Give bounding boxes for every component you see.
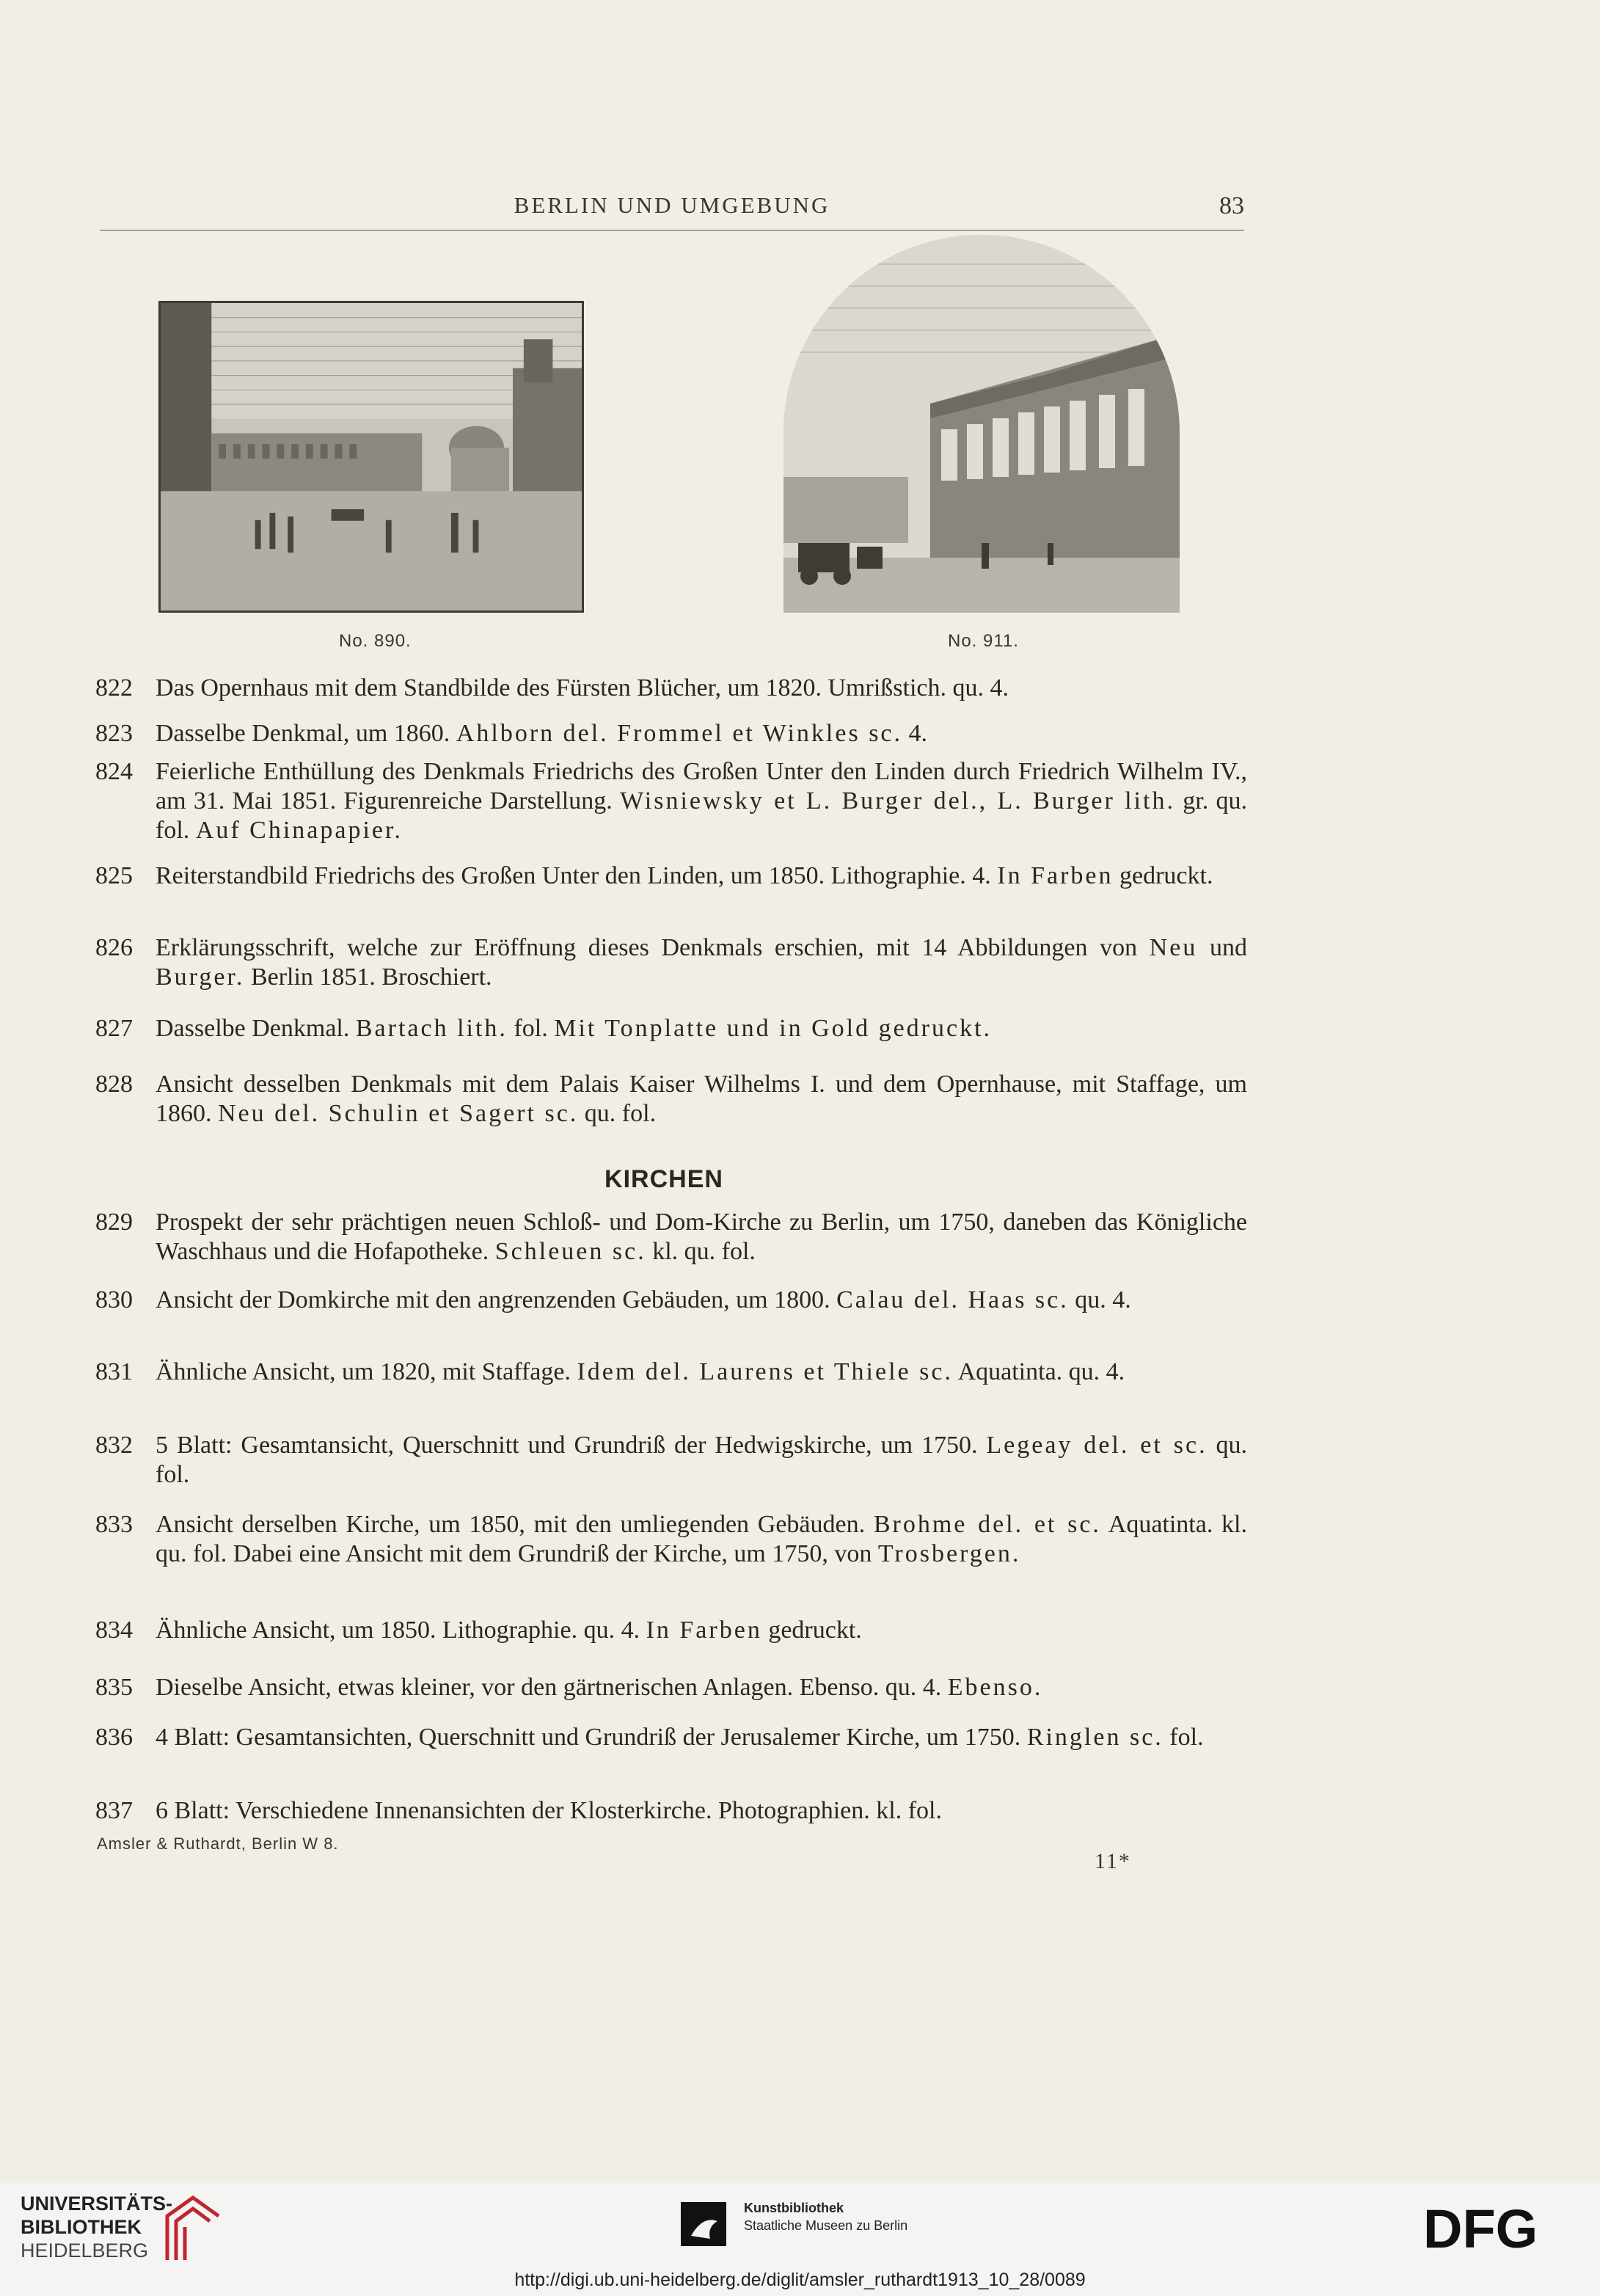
entry-824 [95, 757, 1247, 845]
entry-826 [95, 933, 1247, 992]
caption-no-890: No. 890. [339, 631, 412, 651]
entry-number: 833 [95, 1511, 133, 1538]
entry-825 [95, 861, 1247, 891]
kunstbibliothek-logo-icon [681, 2202, 726, 2246]
running-head [100, 192, 1244, 229]
entry-text: Ansicht desselben Denkmals mit dem Palais Kaiser Wilhelms I. und dem Opernhause, mit Staffage, um 1860. Neu del. Schulin et Sagert sc. qu. fol. [156, 1071, 1247, 1127]
ub-logo-line-3: HEIDELBERG [21, 2239, 149, 2262]
svg-text:DFG: DFG [1423, 2204, 1538, 2252]
entry-number: 822 [95, 674, 133, 701]
illustration-no-911 [783, 235, 1180, 613]
entry-number: 831 [95, 1358, 133, 1385]
entry-number: 836 [95, 1724, 133, 1751]
entry-text: 6 Blatt: Verschiedene Innenansichten der Klosterkirche. Photographien. kl. fol. [156, 1797, 942, 1824]
publisher-imprint: Amsler & Ruthardt, Berlin W 8. [97, 1834, 339, 1853]
entry-text: Erklärungsschrift, welche zur Eröffnung dieses Denkmals erschien, mit 14 Abbildungen von Neu und Burger. Berlin 1851. Broschiert. [156, 934, 1247, 991]
ub-logo-line-1: UNIVERSITÄTS- [21, 2193, 173, 2215]
entry-text: 5 Blatt: Gesamtansicht, Querschnitt und Grundriß der Hedwigskirche, um 1750. Legeay del. et sc. qu. fol. [156, 1432, 1247, 1488]
running-title: BERLIN UND UMGEBUNG [514, 192, 830, 218]
entry-831 [95, 1357, 1247, 1387]
header-rule [100, 230, 1244, 231]
entry-text: Reiterstandbild Friedrichs des Großen Unter den Linden, um 1850. Lithographie. 4. In Farben gedruckt. [156, 862, 1213, 889]
dfg-logo[interactable] [1423, 2204, 1579, 2252]
entry-number: 825 [95, 862, 133, 889]
entry-830 [95, 1286, 1247, 1315]
section-heading-kirchen: KIRCHEN [604, 1165, 723, 1193]
entry-837 [95, 1796, 1247, 1826]
entry-text: 4 Blatt: Gesamtansichten, Querschnitt und Grundriß der Jerusalemer Kirche, um 1750. Ringlen sc. fol. [156, 1724, 1204, 1751]
ub-emblem-icon [160, 2190, 223, 2264]
entry-text: Ähnliche Ansicht, um 1820, mit Staffage. Idem del. Laurens et Thiele sc. Aquatinta. qu. 4. [156, 1358, 1125, 1385]
ub-logo-line-2: BIBLIOTHEK [21, 2216, 142, 2238]
kunstbibliothek-subtitle: Staatliche Museen zu Berlin [744, 2218, 908, 2233]
entry-number: 823 [95, 720, 133, 747]
entry-835 [95, 1673, 1247, 1702]
digitization-footer [0, 2183, 1600, 2296]
entry-text: Dieselbe Ansicht, etwas kleiner, vor den gärtnerischen Anlagen. Ebenso. qu. 4. Ebenso. [156, 1674, 1043, 1701]
entry-833 [95, 1510, 1247, 1569]
kunstbibliothek-label[interactable] [744, 2199, 907, 2234]
ub-heidelberg-logo[interactable] [21, 2192, 172, 2262]
entry-text: Ähnliche Ansicht, um 1850. Lithographie. qu. 4. In Farben gedruckt. [156, 1617, 862, 1644]
illustration-no-890 [158, 301, 584, 613]
entry-number: 829 [95, 1209, 133, 1236]
entry-number: 834 [95, 1617, 133, 1644]
entry-number: 832 [95, 1432, 133, 1459]
entry-836 [95, 1723, 1247, 1752]
entry-number: 827 [95, 1015, 133, 1042]
entry-text: Ansicht derselben Kirche, um 1850, mit den umliegenden Gebäuden. Brohme del. et sc. Aquatinta. kl. qu. fol. Dabei eine Ansicht mit dem Grundriß der Kirche, um 1750, von Trosbergen. [156, 1511, 1248, 1567]
entry-834 [95, 1616, 1247, 1645]
entry-832 [95, 1431, 1247, 1490]
entry-number: 826 [95, 934, 133, 961]
entry-823 [95, 719, 1247, 748]
signature-mark: 11* [1095, 1849, 1131, 1873]
entry-number: 837 [95, 1797, 133, 1824]
entry-text: Prospekt der sehr prächtigen neuen Schloß- und Dom-Kirche zu Berlin, um 1750, daneben das Königliche Waschhaus und die Hofapotheke. Schleuen sc. kl. qu. fol. [156, 1209, 1247, 1265]
entry-827 [95, 1014, 1247, 1043]
entry-text: Das Opernhaus mit dem Standbilde des Fürsten Blücher, um 1820. Umrißstich. qu. 4. [156, 674, 1009, 701]
entry-text: Feierliche Enthüllung des Denkmals Friedrichs des Großen Unter den Linden durch Friedrich Wilhelm IV., am 31. Mai 1851. Figurenreiche Darstellung. Wisniewsky et L. Burger del., L. Burger lith. gr. qu. fol. Auf Chinapapier. [156, 758, 1248, 844]
permalink-url[interactable]: http://digi.ub.uni-heidelberg.de/diglit/amsler_ruthardt1913_10_28/0089 [514, 2270, 1086, 2290]
page-number: 83 [1219, 192, 1244, 219]
entry-829 [95, 1208, 1247, 1267]
entry-text: Dasselbe Denkmal. Bartach lith. fol. Mit Tonplatte und in Gold gedruckt. [156, 1015, 993, 1042]
entry-number: 830 [95, 1286, 133, 1313]
kunstbibliothek-title: Kunstbibliothek [744, 2201, 844, 2215]
entry-822 [95, 674, 1247, 703]
entry-text: Ansicht der Domkirche mit den angrenzenden Gebäuden, um 1800. Calau del. Haas sc. qu. 4. [156, 1286, 1131, 1313]
entry-number: 824 [95, 758, 133, 785]
caption-no-911: No. 911. [948, 631, 1019, 651]
entry-text: Dasselbe Denkmal, um 1860. Ahlborn del. Frommel et Winkles sc. 4. [156, 720, 928, 747]
entry-number: 835 [95, 1674, 133, 1701]
entry-828 [95, 1070, 1247, 1129]
entry-number: 828 [95, 1071, 133, 1098]
